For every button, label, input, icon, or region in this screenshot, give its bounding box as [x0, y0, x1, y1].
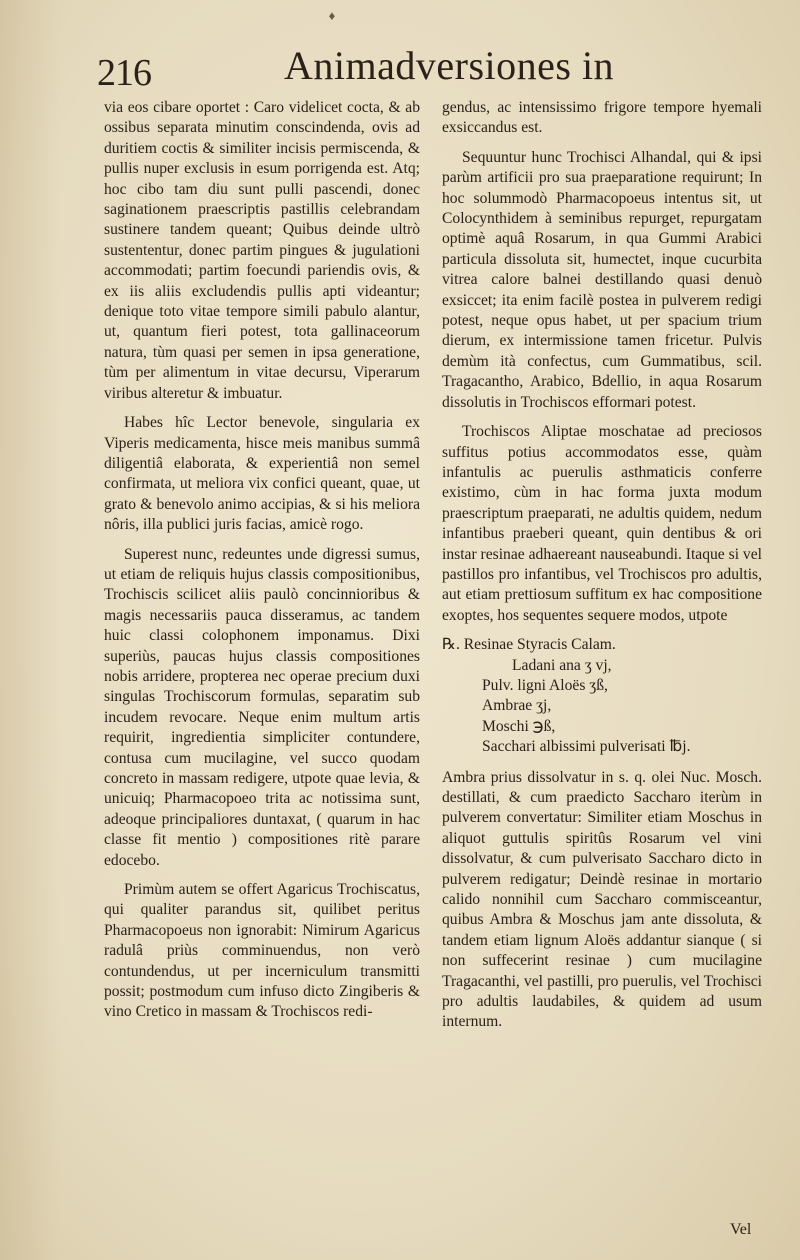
gutter-shadow [0, 0, 60, 1260]
recipe-line: Ambrae ʒj, [482, 697, 552, 715]
right-column [442, 98, 762, 1042]
left-paragraph-4: Primùm autem se offert Agaricus Trochiscatus, qui qualiter parandus sit, quilibet peritus Pharmacopoeus non ignorabit: Nimirum Agaricus radulâ priùs comminuendus, non verò contundendus, ut per incerniculum transmitti possit; postmodum cum infuso dicto Zingiberis & vino Cretico in massam & Trochiscos redi- [104, 881, 420, 1021]
left-column [104, 98, 420, 1032]
right-paragraph-4: Ambra prius dissolvatur in s. q. olei Nuc. Mosch. destillati, & cum praedicto Saccharo iterùm in pulverem convertatur: Similiter etiam Moschus in aliquot guttulis spiritûs Rosarum vel vini dissolvatur, & cum pulverisato Saccharo dicto in pulverem redigatur; Deindè resinae in mortario calido nonnihil cum Saccharo commisceantur, quibus Ambra & Moschus jam ante dissoluta, & tandem etiam lignum Aloës addantur sianque ( si non suffecerint resinae ) cum mucilagine Tragacanthi, vel pastilli, pro puerulis, vel Trochisci pro adultis laudabiles, & quidem ad usum internum. [442, 768, 762, 1031]
recipe-line: Moschi ℈ß, [482, 717, 556, 735]
right-paragraph-3: Trochiscos Aliptae moschatae ad preciosos suffitus potius accommodatos esse, quàm infantulis ac puerulis asthmaticis conferre existimo, cùm in hac forma juxta modum praescriptum praeparati, ne adultis quidem, nedum infantibus praeberi queant, quin dentibus & ori instar resinae adhaereant nauseabundi. Itaque si vel pastillos pro infantibus, vel Trochiscos pro adultis, aut etiam prettiosum suffitum ex hac compositione exoptes, hos sequentes sequere modos, utpote [442, 423, 762, 624]
right-paragraph-1: gendus, ac intensissimo frigore tempore hyemali exsiccandus est. [442, 99, 762, 137]
left-paragraph-3: Superest nunc, redeuntes unde digressi sumus, ut etiam de reliquis hujus classis compositionibus, Trochiscis scilicet aliis paulò concinnioribus & magis necessariis pauca disseramus, ac tandem huic classi colophonem imponamus. Dixi superiùs, paucas hujus classis compositiones nobis arridere, propterea nec operae precium duxi singulas Trochiscorum formulas, separatim sub incudem revocare. Neque enim multum artis requirit, ingredientia simpliciter contundere, contusa cum mucilagine, vel succo quodam concreto in massam redigere, utpote quae levia, & unicuiq; Pharmacopoeo trita ac notissima sunt, adeoque principaliores duntaxat, ( quarum in hac classe fit mentio ) compositiones ritè parare edocebo. [104, 545, 420, 869]
left-paragraph-2: Habes hîc Lector benevole, singularia ex Viperis medicamenta, hisce meis manibus summâ diligentiâ elaborata, & experientiâ non semel confirmata, ut meliora vix confici queant, quae, ut grato & benevolo animo accipias, & si his meliora nôris, illa publici juris facias, amicè rogo. [104, 414, 420, 534]
left-paragraph-1: via eos cibare oportet : Caro videlicet cocta, & ab ossibus separata minutim conscindenda, ovis ad duritiem coctis & similiter incisis permiscenda, & pullis nuper exclusis in esum porrigenda est. Atq; hoc cibo tam diu sunt pulli pascendi, donec saginationem praescriptis pastillis celebrandam sustinere tandem queant; Quibus deinde ultrò sustententur, donec partim pingues & jugulationi accommodati; partim foecundi pariendis ovis, & ex iis aliis excludendis pullis apti videantur; denique toto vitae tempore simili pabulo alantur, ut, quantum fieri potest, tota gallinaceorum natura, tùm quasi per semen in ipsa generatione, tùm per alimentum in vitae decursu, Viperarum viribus alteretur & imbuatur. [104, 99, 420, 402]
catchword: Vel [730, 1221, 752, 1238]
top-mark: ♦ [328, 8, 336, 23]
running-head: Animadversiones in [284, 43, 615, 88]
right-paragraph-2: Sequuntur hunc Trochisci Alhandal, qui & ipsi parùm artificii pro sua praeparatione requirunt; In hoc solummodò Pharmacopoeus intentus sit, ut Colocynthidem à seminibus repurget, repurgatam optimè aquâ Rosarum, in qua Gummi Arabici particula dissoluta sit, humectet, inque cucurbita vitrea calore balnei destillando quasi denuò exsiccet; ita enim facilè postea in pulverem redigi potest, neque opus habet, ut per spacium trium dierum, ex intermissione tamen fricetur. Pulvis demùm ità confectus, cum Gummatibus, scil. Tragacantho, Arabico, Bdellio, in aqua Rosarum dissolutis in Trochiscos efformari potest. [442, 148, 762, 411]
recipe-line: ℞. Resinae Styracis Calam. [442, 636, 616, 654]
recipe-line: Sacchari albissimi pulverisati ℔j. [482, 738, 691, 756]
page-number: 216 [97, 52, 151, 94]
recipe-line: Ladani ana ʒ vj, [512, 656, 612, 674]
recipe-line: Pulv. ligni Aloës ʒß, [482, 676, 608, 694]
recipe-block [442, 635, 762, 757]
